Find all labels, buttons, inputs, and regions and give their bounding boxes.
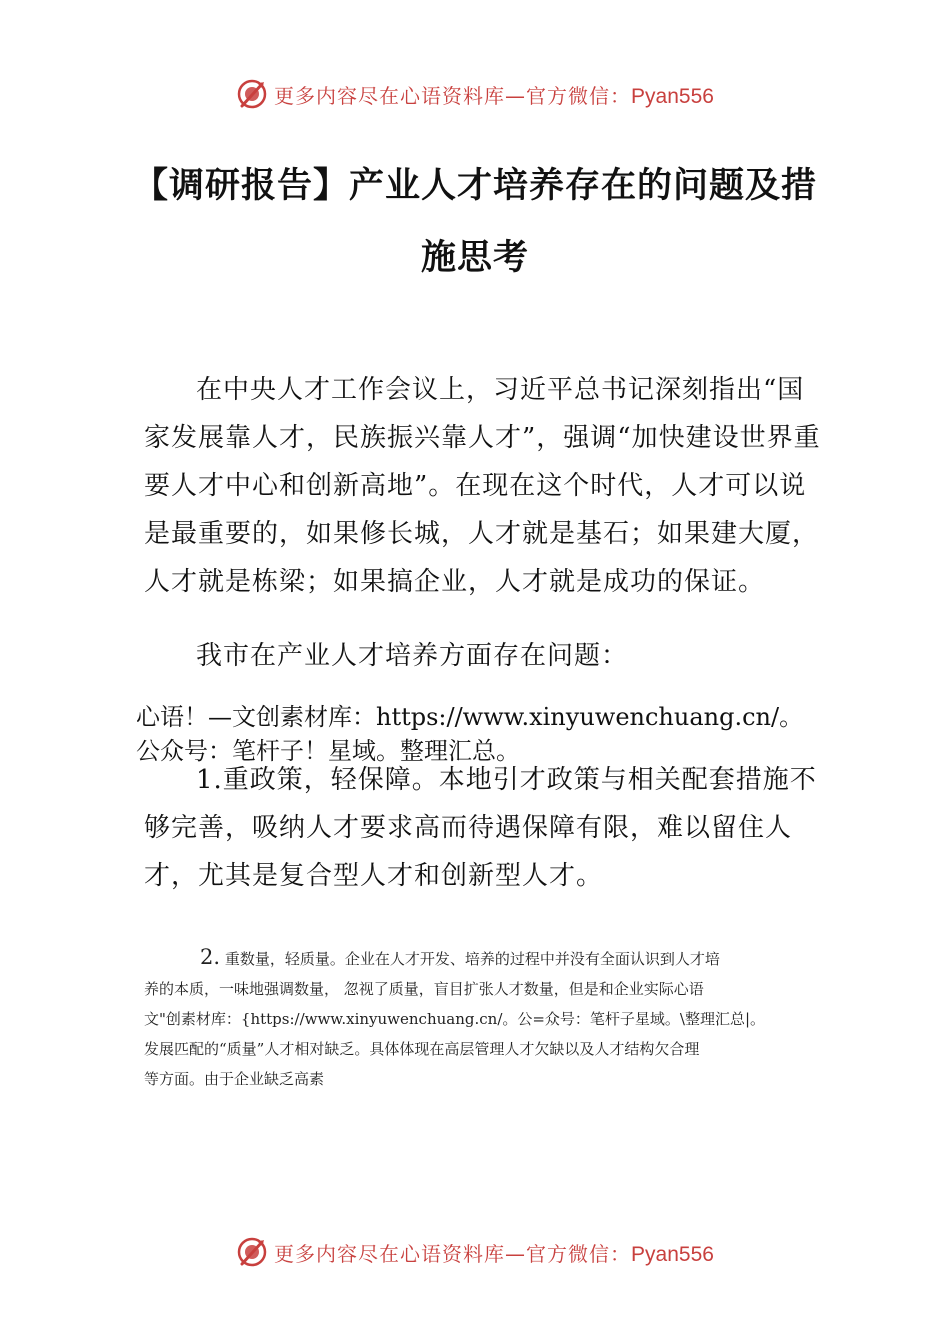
watermark-text: 更多内容尽在心语资料库—官方微信：Pyan556: [274, 1241, 714, 1266]
brand-logo-icon: [236, 78, 268, 110]
point-2-line5: 等方面。由于企业缺乏高素: [144, 1070, 325, 1088]
footer-watermark: [0, 1232, 950, 1272]
point-2-line3: 文"创素材库：{https://www.xinyuwenchuang.cn/。公=众号：笔杆子星域。\整理汇总|。: [144, 1010, 766, 1028]
document-title-line2: 施思考: [420, 238, 529, 278]
point-2-line4: 发展匹配的“质量”人才相对缺乏。具体体现在高层管理人才欠缺以及人才结构欠合理: [144, 1040, 700, 1058]
wechat-id: Pyan556: [631, 1242, 714, 1266]
problems-heading-paragraph: 我市在产业人才培养方面存在问题：: [196, 641, 629, 671]
header-watermark: [0, 74, 950, 114]
wechat-id: Pyan556: [631, 84, 714, 108]
point-2-paragraph: [144, 942, 824, 1094]
point-2-line2: 养的本质，一味地强调数量， 忽视了质量，盲目扩张人才数量，但是和企业实际心语: [144, 980, 704, 998]
point-2-line1: 2. 重数量，轻质量。企业在人才开发、培养的过程中并没有全面认识到人才培: [200, 945, 720, 969]
point-1-paragraph: 1.重政策，轻保障。本地引才政策与相关配套措施不够完善，吸纳人才要求高而待遇保障有限，难以留住人才，尤其是复合型人才和创新型人才。: [144, 765, 817, 891]
brand-logo-icon: [236, 1236, 268, 1268]
intro-paragraph: 在中央人才工作会议上，习近平总书记深刻指出“国家发展靠人才，民族振兴靠人才”，强调“加快建设世界重要人才中心和创新高地”。在现在这个时代，人才可以说是最重要的，如果修长城，人才就是基石；如果建大厦，人才就是栋梁；如果搞企业，人才就是成功的保证。: [144, 375, 821, 597]
document-title-line1: 【调研报告】产业人才培养存在的问题及措: [132, 166, 817, 206]
source-note-line1: 心语！—文创素材库：https://www.xinyuwenchuang.cn/。: [136, 703, 804, 731]
source-note-line2: 公众号：笔杆子！星域。整理汇总。: [136, 737, 520, 765]
point-2-number: 2.: [200, 945, 221, 969]
watermark-text: 更多内容尽在心语资料库—官方微信：Pyan556: [274, 83, 714, 108]
